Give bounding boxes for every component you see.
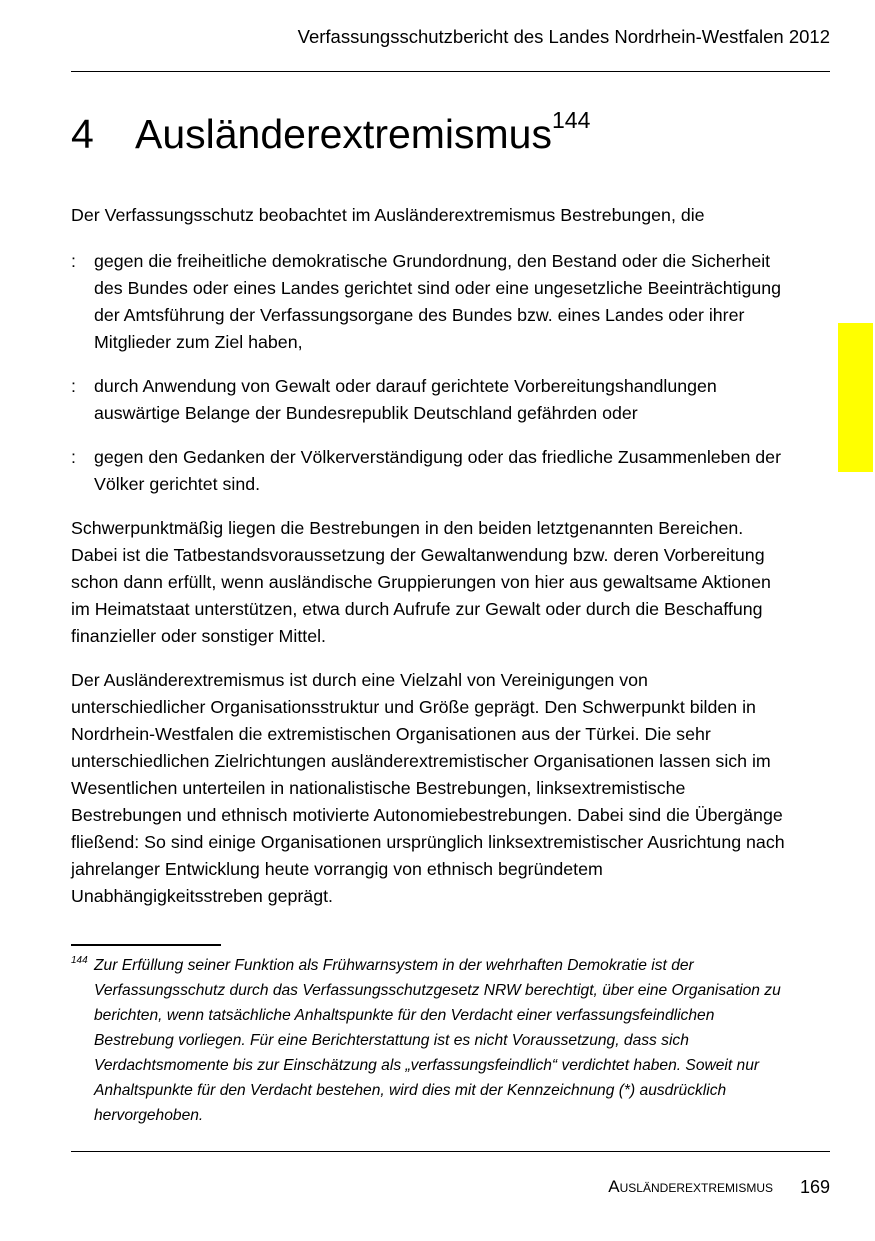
list-item-text: gegen den Gedanken der Völkerverständigung oder das friedliche Zusammenleben der Völker gerichtet sind. bbox=[94, 447, 781, 494]
intro-paragraph: Der Verfassungsschutz beobachtet im Ausländerextremismus Bestrebungen, die bbox=[71, 205, 705, 225]
chapter-heading bbox=[71, 108, 590, 160]
chapter-side-tab bbox=[838, 323, 873, 472]
running-header-title: Verfassungsschutzbericht des Landes Nordrhein-Westfalen 2012 bbox=[297, 26, 830, 47]
page-number: 169 bbox=[799, 1177, 830, 1197]
body-paragraph: Der Ausländerextremismus ist durch eine Vielzahl von Vereinigungen von unterschiedlicher Organisationsstruktur und Größe geprägt. Den Schwerpunkt bilden in Nordrhein-Westfalen die extremistischen Organisationen aus der Türkei. Die sehr unterschiedlichen Zielrichtungen ausländerextremistischer Organisationen lassen sich im Wesentlichen unterteilen in nationalistische Bestrebungen, linksextremistische Bestrebungen und ethnisch motivierte Autonomiebestrebungen. Dabei sind die Übergänge fließend: So sind einige Organisationen ursprünglich linksextremistischer Ausrichtung nach jahrelanger Entwicklung heute vorrangig von ethnisch begründetem Unabhängigkeitsstreben geprägt. bbox=[71, 670, 785, 906]
footnote bbox=[71, 953, 786, 1128]
chapter-title: Ausländerextremismus bbox=[135, 111, 552, 157]
body-text bbox=[71, 202, 786, 927]
list-item-text: durch Anwendung von Gewalt oder darauf gerichtete Vorbereitungshandlungen auswärtige Belange der Bundesrepublik Deutschland gefährden oder bbox=[94, 376, 717, 423]
chapter-number: 4 bbox=[71, 111, 94, 157]
list-marker: : bbox=[71, 447, 76, 467]
list-item bbox=[71, 373, 786, 427]
body-paragraph: Schwerpunktmäßig liegen die Bestrebungen in den beiden letztgenannten Bereichen. Dabei ist die Tatbestandsvoraussetzung der Gewaltanwendung bzw. deren Vorbereitung schon dann erfüllt, wenn ausländische Gruppierungen von hier aus gewaltsame Aktionen im Heimatstaat unterstützen, etwa durch Aufrufe zur Gewalt oder durch die Beschaffung finanzieller oder sonstiger Mittel. bbox=[71, 518, 771, 646]
list-item-text: gegen die freiheitliche demokratische Grundordnung, den Bestand oder die Sicherheit des Bundes oder eines Landes gerichtet sind oder eine ungesetzliche Beeinträchtigung der Amtsführung der Verfassungsorgane des Bundes bzw. eines Landes oder ihrer Mitglieder zum Ziel haben, bbox=[94, 251, 782, 352]
footnote-reference[interactable]: 144 bbox=[552, 107, 591, 133]
list-item bbox=[71, 248, 786, 356]
list-marker: : bbox=[71, 251, 76, 271]
list-item bbox=[71, 444, 786, 498]
footnote-number: 144 bbox=[71, 955, 88, 966]
footnote-separator bbox=[71, 944, 221, 946]
footnote-text: Zur Erfüllung seiner Funktion als Frühwarnsystem in der wehrhaften Demokratie ist der Verfassungsschutz durch das Verfassungsschutzgesetz NRW berechtigt, über eine Organisation zu berichten, wenn tatsächliche Anhaltspunkte für den Verdacht einer verfassungsfeindlichen Bestrebung vorliegen. Für eine Berichterstattung ist es nicht Voraussetzung, dass sich Verdachtsmomente bis zur Einschätzung als „verfassungsfeindlich“ verdichtet haben. Soweit nur Anhaltspunkte für den Verdacht bestehen, wird dies mit der Kennzeichnung (*) ausdrücklich hervorgehoben. bbox=[94, 957, 781, 1124]
footer-section-title: Ausländerextremismus bbox=[608, 1177, 773, 1196]
footer-rule bbox=[71, 1151, 830, 1152]
criteria-list bbox=[71, 248, 786, 498]
list-marker: : bbox=[71, 376, 76, 396]
header-rule bbox=[71, 71, 830, 72]
